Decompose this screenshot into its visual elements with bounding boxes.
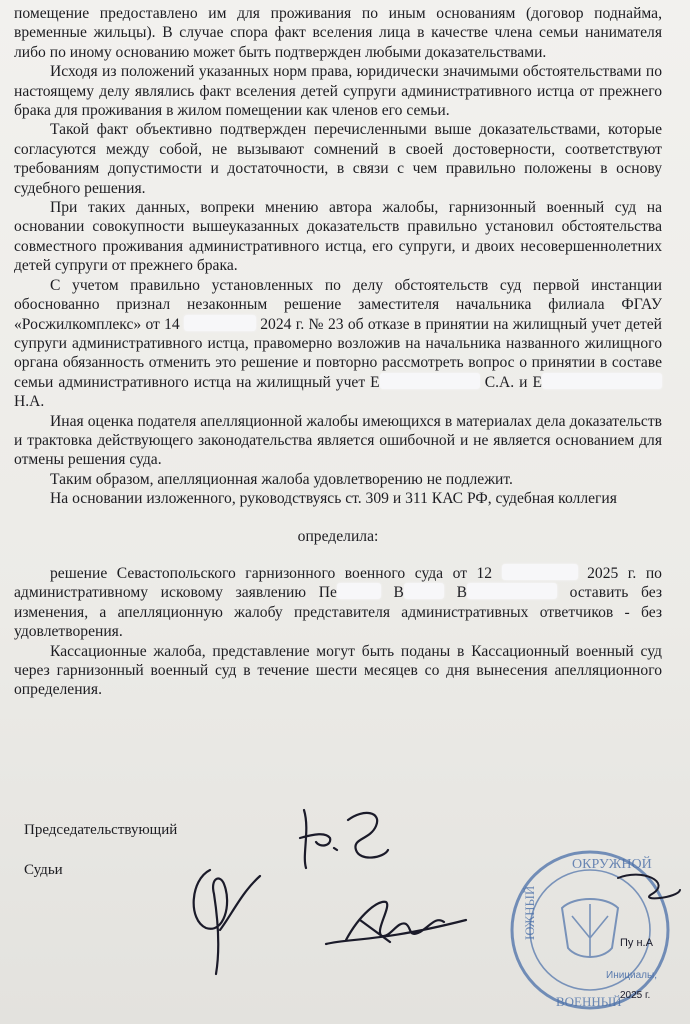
paragraph-5 xyxy=(14,276,662,412)
redaction-mask xyxy=(404,583,444,599)
paragraph-9-part-e: оставить без изменения, а апелляционную жалобу представителя административных ответчиков - без удовлетворения. xyxy=(14,584,662,641)
redaction-mask xyxy=(542,373,662,389)
paragraph-9-part-b: 2025 г. по административному исковому заявлению Пе xyxy=(14,564,662,602)
signature-judge-1 xyxy=(180,850,270,980)
stamp-note-1: Пу н.А xyxy=(620,937,653,949)
paragraph-1: помещение предоставлено им для проживания по иным основаниям (договор поднайма, временные жильцы). В случае спора факт вселения лица в качестве члена семьи нанимателя либо по иному основанию может быть подтвержден любыми доказательствами. xyxy=(14,5,662,61)
paragraph-3: Такой факт объективно подтвержден перечисленными выше доказательствами, которые согласуются между собой, не вызывают сомнений в своей достоверности, соответствуют требованиям допустимости и достаточности, в связи с чем правильно положены в основу судебного решения. xyxy=(14,121,662,197)
stamp-arc-text: ОКРУЖНОЙ xyxy=(572,857,652,872)
redaction-mask xyxy=(502,564,578,580)
paragraph-4: При таких данных, вопреки мнению автора жалобы, гарнизонный военный суд на основании совокупности вышеуказанных доказательств правильно установил обстоятельства совместного проживания административного истца, его супруги, и двоих несовершеннолетних детей супруги от прежнего брака. xyxy=(14,199,662,275)
signature-presiding xyxy=(290,790,400,880)
redaction-mask xyxy=(337,583,381,599)
stamp-bottom-text: ВОЕННЫЙ xyxy=(556,994,622,1009)
paragraph-5-part-a: С учетом правильно установленных по делу обстоятельств суд первой инстанции обоснованно признал незаконным решение заместителя начальника филиала ФГАУ «Росжилкомплекс» от 14 xyxy=(14,276,662,333)
signature-judge-2 xyxy=(320,880,470,960)
presiding-judge-label: Председательствующий xyxy=(24,822,178,838)
paragraph-8: На основании изложенного, руководствуясь ст. 309 и 311 КАС РФ, судебная коллегия xyxy=(50,490,617,508)
redaction-mask xyxy=(467,583,557,599)
stamp-side-text: ЮЖНЫЙ xyxy=(522,885,537,940)
paragraph-9-part-d: В xyxy=(456,584,468,602)
document-body xyxy=(14,4,662,700)
stamp-note-3: 2025 г. xyxy=(620,990,651,1001)
redaction-mask xyxy=(184,315,256,331)
paragraph-5-part-c: С.А. и Е xyxy=(484,373,542,391)
paragraph-6: Иная оценка подателя апелляционной жалобы имеющихся в материалах дела доказательств и трактовка действующего законодательства является ошибочной и не является основанием для отмены решения суда. xyxy=(14,412,662,469)
paragraph-2: Исходя из положений указанных норм права, юридически значимыми обстоятельствами по настоящему делу являлись факт вселения детей супруги административного истца от прежнего брака для проживания в жилом помещении как членов его семьи. xyxy=(14,63,662,120)
judges-label: Судьи xyxy=(24,862,63,878)
paragraph-5-part-b: 2024 г. № 23 об отказе в принятии на жилищный учет детей супруги административного истца, правомерно возложив на начальника названного жилищного органа обязанность отменить это решение и повторно рассмотреть вопрос о принятии в составе семьи административного истца на жилищный учет Е xyxy=(14,315,662,391)
redaction-mask xyxy=(380,373,480,389)
official-seal-stamp xyxy=(502,838,682,1013)
paragraph-9-part-c: В xyxy=(393,584,404,602)
paragraph-5-part-d: Н.А. xyxy=(14,393,45,411)
paragraph-9-part-a: решение Севастопольского гарнизонного военного суда от 12 xyxy=(50,564,493,582)
paragraph-7: Таким образом, апелляционная жалоба удовлетворению не подлежит. xyxy=(50,470,513,488)
decision-heading: определила: xyxy=(297,527,379,545)
paragraph-9 xyxy=(14,564,662,642)
paragraph-10: Кассационные жалоба, представление могут быть поданы в Кассационный военный суд через гарнизонный военный суд в течение шести месяцев со дня вынесения апелляционного определения. xyxy=(14,642,662,699)
stamp-note-2: Инициалы, xyxy=(606,970,657,981)
